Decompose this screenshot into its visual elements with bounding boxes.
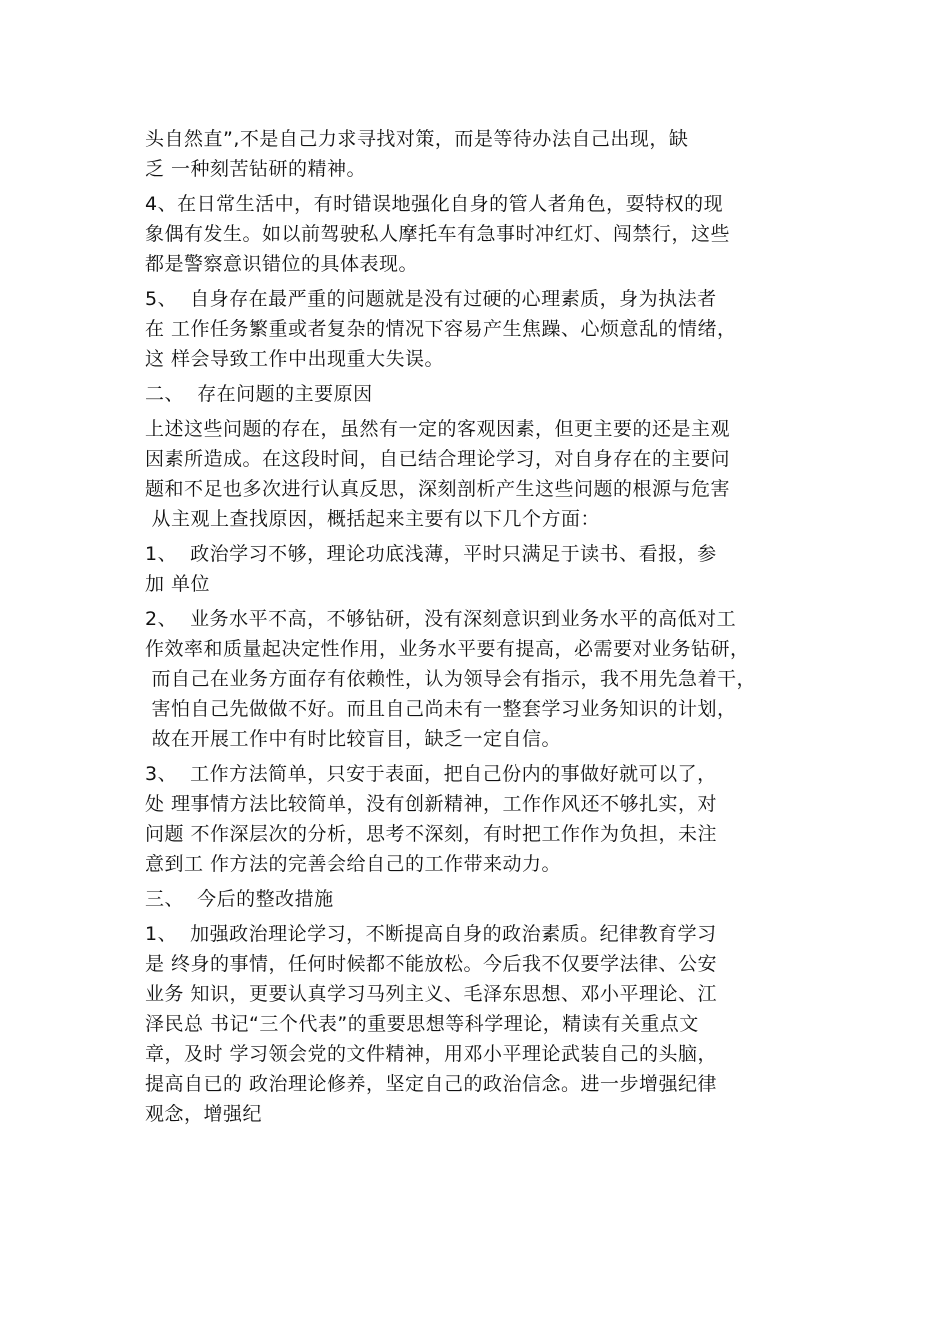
text-line: 这 样会导致工作中出现重大失误。 (145, 348, 445, 370)
text-line: 从主观上查找原因，概括起来主要有以下几个方面： (145, 508, 601, 530)
paragraph (145, 284, 835, 374)
text-line: 害怕自己先做做不好。而且自己尚未有一整套学习业务知识的计划， (145, 698, 737, 720)
text-line: 是 终身的事情，任何时候都不能放松。今后我不仅要学法律、公安 (145, 953, 718, 975)
text-line: 因素所造成。在这段时间，自已结合理论学习，对自身存在的主要问 (145, 448, 731, 470)
paragraph (145, 124, 835, 184)
text-line: 上述这些问题的存在，虽然有一定的客观因素，但更主要的还是主观 (145, 418, 731, 440)
paragraph (145, 604, 835, 754)
text-line: 题和不足也多次进行认真反思，深刻剖析产生这些问题的根源与危害 (145, 478, 731, 500)
text-line: 泽民总 书记“三个代表”的重要思想等科学理论，精读有关重点文 (145, 1013, 699, 1035)
text-line: 观念，增强纪 (145, 1103, 263, 1125)
text-line: 头自然直”,不是自己力求寻找对策，而是等待办法自己出现，缺 (145, 128, 689, 150)
text-line: 3、 工作方法简单，只安于表面，把自己份内的事做好就可以了， (145, 763, 717, 785)
text-line: 而自己在业务方面存有依赖性，认为领导会有指示，我不用先急着干， (145, 668, 757, 690)
text-line: 问题 不作深层次的分析，思考不深刻，有时把工作作为负担，未注 (145, 823, 718, 845)
paragraph (145, 189, 835, 279)
paragraph (145, 539, 835, 599)
text-line: 5、 自身存在最严重的问题就是没有过硬的心理素质，身为执法者 (145, 288, 717, 310)
heading-text: 三、 今后的整改措施 (145, 888, 334, 910)
text-line: 处 理事情方法比较简单，没有创新精神，工作作风还不够扎实，对 (145, 793, 718, 815)
text-line: 2、 业务水平不高，不够钻研，没有深刻意识到业务水平的高低对工 (145, 608, 737, 630)
document-body (145, 124, 835, 1134)
text-line: 章，及时 学习领会党的文件精神，用邓小平理论武装自己的头脑， (145, 1043, 718, 1065)
paragraph (145, 414, 835, 534)
text-line: 象偶有发生。如以前驾驶私人摩托车有急事时冲红灯、闯禁行，这些 (145, 223, 731, 245)
text-line: 在 工作任务繁重或者复杂的情况下容易产生焦躁、心烦意乱的情绪， (145, 318, 737, 340)
text-line: 都是警察意识错位的具体表现。 (145, 253, 419, 275)
text-line: 故在开展工作中有时比较盲目，缺乏一定自信。 (145, 728, 562, 750)
paragraph (145, 759, 835, 879)
text-line: 加 单位 (145, 573, 211, 595)
section-heading (145, 884, 835, 914)
text-line: 1、 加强政治理论学习，不断提高自身的政治素质。纪律教育学习 (145, 923, 717, 945)
text-line: 作效率和质量起决定性作用，业务水平要有提高，必需要对业务钻研， (145, 638, 750, 660)
paragraph (145, 919, 835, 1129)
section-heading (145, 379, 835, 409)
text-line: 业务 知识，更要认真学习马列主义、毛泽东思想、邓小平理论、江 (145, 983, 718, 1005)
text-line: 乏 一种刻苦钻研的精神。 (145, 158, 367, 180)
text-line: 提高自已的 政治理论修养，坚定自己的政治信念。进一步增强纪律 (145, 1073, 718, 1095)
text-line: 意到工 作方法的完善会给自己的工作带来动力。 (145, 853, 562, 875)
text-line: 1、 政治学习不够，理论功底浅薄，平时只满足于读书、看报，参 (145, 543, 717, 565)
text-line: 4、在日常生活中，有时错误地强化自身的管人者角色，耍特权的现 (145, 193, 724, 215)
heading-text: 二、 存在问题的主要原因 (145, 383, 373, 405)
